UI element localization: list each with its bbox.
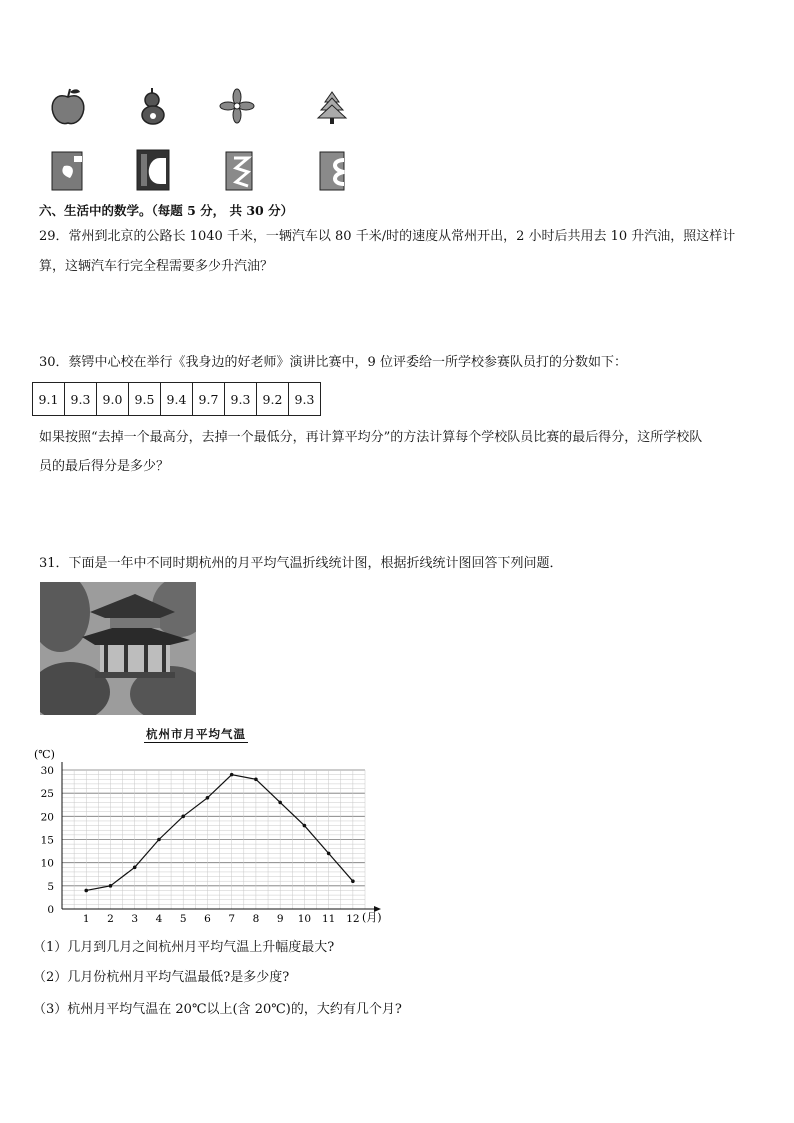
- score-cell: 9.3: [65, 383, 97, 416]
- data-point: [278, 801, 282, 805]
- x-tick-label: 10: [297, 913, 312, 925]
- q31-sub1: （1）几月到几月之间杭州月平均气温上升幅度最大?: [33, 940, 335, 955]
- q30-line1: 30．蔡锷中心校在举行《我身边的好老师》演讲比赛中，9 位评委给一所学校参赛队员打的分数如下：: [39, 355, 627, 370]
- x-tick-label: 3: [131, 913, 139, 925]
- score-cell: 9.3: [289, 383, 321, 416]
- section-heading: 六、生活中的数学。（每题 5 分， 共 30 分）: [39, 203, 294, 218]
- chart-title: 杭州市月平均气温: [146, 727, 246, 741]
- score-cell: 9.0: [97, 383, 129, 416]
- q29-line1: 29．常州到北京的公路长 1040 千米，一辆汽车以 80 千米/时的速度从常州开出，2 小时后共用去 10 升汽油，照这样计: [39, 229, 736, 244]
- y-tick-label: 5: [47, 880, 54, 893]
- y-axis-label: (℃): [34, 748, 55, 761]
- x-tick-label: 2: [107, 913, 114, 925]
- y-tick-label: 15: [40, 834, 54, 847]
- x-tick-label: 1: [82, 913, 90, 925]
- data-point: [157, 838, 161, 842]
- score-cell: 9.7: [193, 383, 225, 416]
- x-tick-label: 4: [155, 913, 163, 925]
- data-point: [206, 796, 210, 800]
- x-tick-label: 9: [276, 913, 284, 925]
- q31-intro: 31．下面是一年中不同时期杭州的月平均气温折线统计图，根据折线统计图回答下列问题．: [39, 556, 563, 571]
- y-tick-label: 20: [40, 811, 54, 824]
- x-tick-label: 11: [321, 913, 336, 925]
- chart-ticks: [41, 765, 360, 925]
- x-tick-label: 8: [252, 913, 260, 925]
- q31-sub2: （2）几月份杭州月平均气温最低?是多少度?: [33, 970, 290, 985]
- x-tick-label: 5: [179, 913, 187, 925]
- data-point: [254, 777, 258, 781]
- score-cell: 9.3: [225, 383, 257, 416]
- data-point: [351, 879, 355, 883]
- data-point: [230, 773, 234, 777]
- data-point: [327, 852, 331, 856]
- data-point: [109, 884, 113, 888]
- x-tick-label: 12: [346, 913, 360, 925]
- q31-sub3: （3）杭州月平均气温在 20℃以上(含 20℃)的，大约有几个月?: [33, 1002, 402, 1017]
- score-cell: 9.1: [33, 383, 65, 416]
- y-tick-label: 10: [40, 857, 54, 870]
- chart-grid: [62, 770, 365, 909]
- score-cell: 9.2: [257, 383, 289, 416]
- x-tick-label: 7: [228, 913, 236, 925]
- x-tick-label: 6: [204, 913, 211, 925]
- q30-line3: 员的最后得分是多少？: [39, 459, 170, 474]
- score-cell: 9.5: [129, 383, 161, 416]
- y-tick-label: 0: [47, 904, 54, 916]
- q30-line2: 如果按照“去掉一个最高分，去掉一个最低分，再计算平均分”的方法计算每个学校队员比赛的最后得分，这所学校队: [39, 430, 703, 445]
- y-tick-label: 25: [40, 788, 54, 801]
- x-axis-label: (月): [362, 911, 382, 924]
- data-point: [133, 866, 137, 870]
- y-tick-label: 30: [40, 765, 54, 777]
- data-point: [181, 815, 185, 819]
- data-point: [303, 824, 307, 828]
- score-cell: 9.4: [161, 383, 193, 416]
- q29-line2: 算，这辆汽车行完全程需要多少升汽油？: [39, 259, 274, 274]
- data-point: [84, 889, 88, 893]
